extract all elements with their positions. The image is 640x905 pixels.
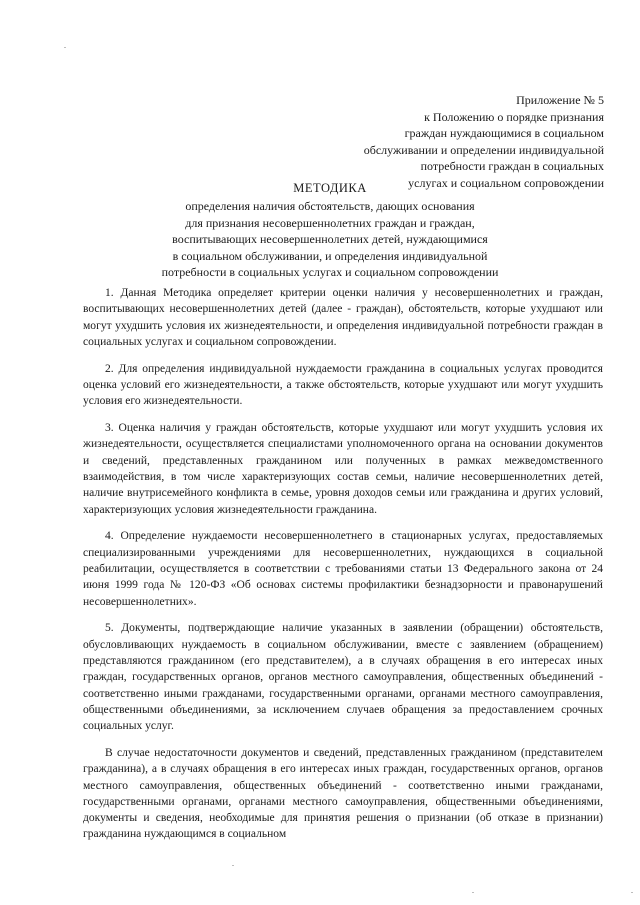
document-body [83,285,603,843]
appendix-line: услугах и социальном сопровождении [408,175,604,190]
appendix-line: Приложение № 5 [516,93,604,107]
paragraph-5: 5. Документы, подтверждающие наличие указанных в заявлении (обращении) обстоятельств, обусловливающих нуждаемость в социальном обслуживании, вместе с заявлением (обращением) представляются гражданином (его представителем), а в случаях обращения в его интересах иных граждан, государственных органов, органов местного самоуправления, общественных объединений - соответственно иными гражданами, государственными органами, органами местного самоуправления, общественными объединениями, за исключением случаев обращения за предоставлением срочных социальных услуг. [83,622,603,733]
paragraph-1: 1. Данная Методика определяет критерии оценки наличия у несовершеннолетних и граждан, воспитывающих несовершеннолетних детей (далее - граждан), обстоятельств, которые ухудшают или могут ухудшить условия их жизнедеятельности, и определения индивидуальной потребности граждан в социальных услугах и социальном сопровождении. [83,287,603,348]
subtitle-line: определения наличия обстоятельств, дающих основания [185,199,475,213]
paragraph-3: 3. Оценка наличия у граждан обстоятельств, которые ухудшают или могут ухудшить условия их жизнедеятельности, осуществляется специалистами уполномоченного органа на основании документов и сведений, представленных гражданином или полученных в рамках межведомственного взаимодействия, в том числе характеризующих состав семьи, наличие несовершеннолетних детей, наличие внутрисемейного конфликта в семье, уровня доходов семьи или гражданина и других условий, характеризующих условия жизнедеятельности гражданина. [83,422,603,516]
subtitle-line: потребности в социальных услугах и социальном сопровождении [161,265,499,280]
appendix-line: обслуживании и определении индивидуальной [363,142,604,157]
document-title: МЕТОДИКА [293,181,367,195]
paragraph-6: В случае недостаточности документов и сведений, представленных гражданином (представителем гражданина), а в случаях обращения в его интересах иных граждан, государственных органов, органов местного самоуправления, общественных объединений - соответственно иными гражданами, государственными органами, органами местного самоуправления, общественными объединениями, документы и сведения, необходимые для принятия решения о признании (об отказе в признании) гражданина нуждающимся в социальном [83,746,603,841]
scan-speck [232,865,234,866]
scan-speck [64,47,66,48]
scan-speck [472,892,474,893]
subtitle-line: воспитывающих несовершеннолетних детей, нуждающимися [172,232,488,247]
subtitle-line: для признания несовершеннолетних граждан и граждан, [185,215,475,230]
appendix-line: граждан нуждающимися в социальном [404,126,604,140]
subtitle-line: в социальном обслуживании, и определения индивидуальной [172,248,488,263]
document-subtitle [60,198,600,281]
appendix-header [304,92,604,191]
paragraph-2: 2. Для определения индивидуальной нуждаемости гражданина в социальных услугах проводится оценка условий его жизнедеятельности, а также обстоятельств, которые ухудшают или могут ухудшить условия его жизнедеятельности. [83,362,603,408]
title-block [60,180,600,281]
appendix-line: к Положению о порядке признания [424,109,604,124]
scan-speck [631,892,633,893]
appendix-line: потребности граждан в социальных [420,159,604,173]
paragraph-4: 4. Определение нуждаемости несовершеннолетнего в стационарных услугах, предоставляемых специализированными учреждениями для несовершеннолетних, нуждающихся в социальной реабилитации, осуществляется в соответствии с требованиями статьи 13 Федерального закона от 24 июня 1999 года № 120-ФЗ «Об основах системы профилактики безнадзорности и правонарушений несовершеннолетних». [83,530,603,608]
